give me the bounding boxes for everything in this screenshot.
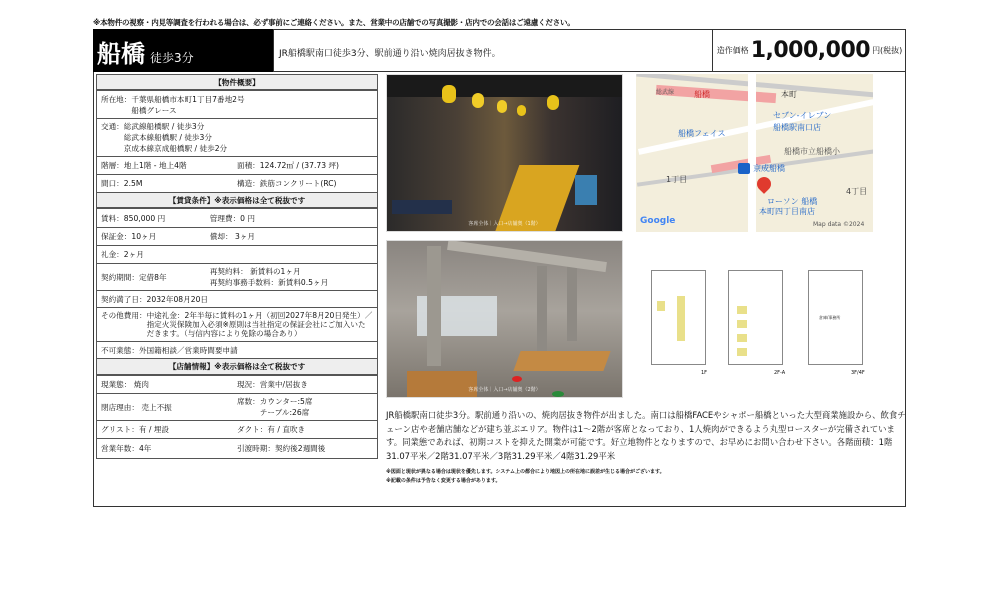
footnote: ※記載の条件は予告なく変更する場合があります。 [386, 477, 501, 484]
other-fees-row [97, 308, 377, 342]
expiry-row [97, 291, 377, 308]
photo-interior-1f [386, 74, 623, 232]
expiry-date: 契約満了日：2032年08月20日 [101, 294, 208, 304]
notice-text: ※本物件の視察・内見等調査を行われる場合は、必ず事前にご連絡ください。また、営業中の店舗での写真撮影・店内での会話はご遠慮ください。 [93, 18, 575, 27]
other-fees-label: その他費用： [101, 311, 147, 320]
prohibited-business: 不可業態：外国籍相談／営業時間要申請 [101, 345, 238, 355]
catch-copy: JR船橋駅南口徒歩3分、駅前通り沿い焼肉居抜き物件。 [273, 29, 713, 72]
grease-row [97, 421, 377, 439]
area-map[interactable] [636, 74, 873, 232]
price-box [713, 29, 906, 72]
duct: ダクト：有 / 直吹き [237, 425, 306, 434]
deposit: 保証金：10ヶ月 [101, 232, 157, 241]
business-row [97, 376, 377, 394]
photo-caption: 客席全体｜入口→店舗奥（1階） [468, 221, 541, 227]
photo-interior-2f [386, 240, 623, 398]
current-status: 現況：営業中/居抜き [237, 380, 308, 389]
floor-label: 1F [701, 370, 708, 376]
map-label: 京成船橋 [753, 164, 785, 173]
other-fees: 中途礼金：2年半毎に賃料の1ヶ月（初回2027年8月20日発生）／指定火災保険加入必須※原則は当社指定の保証会社にご加入いただきます。（与信内容により免除の場合あり） [146, 311, 373, 338]
address-line: 千葉県船橋市本町1丁目7番地2号 [131, 94, 245, 104]
room-label: 倉庫/事務所 [819, 315, 841, 320]
grease-trap: グリスト：有 / 埋設 [101, 425, 169, 434]
structure: 構造：鉄筋コンクリート(RC) [237, 179, 337, 188]
map-label: 本町 [781, 90, 797, 99]
counter-seats: カウンター:5席 [259, 397, 313, 406]
current-business: 現業態： 焼肉 [101, 380, 149, 389]
floor-plan-3f4f [808, 270, 863, 365]
renewal-admin-fee: 再契約事務手数料：新賃料0.5ヶ月 [209, 278, 329, 287]
description-block [386, 409, 906, 486]
floor-plan [636, 240, 873, 398]
price-value: 1,000,000 [750, 37, 871, 63]
closing-reason: 閉店理由： 売上不振 [101, 402, 172, 412]
map-label: 1丁目 [666, 175, 688, 184]
lease-term: 契約期間：定借8年 [101, 272, 167, 282]
floor-label: 3F/4F [851, 370, 865, 376]
map-label: 船橋市立船橋小 [784, 147, 840, 156]
reason-row [97, 394, 377, 421]
access-line: 総武本線船橋駅 / 徒歩3分 [123, 133, 212, 142]
floors: 階層：地上1階 - 地上4階 [101, 161, 187, 170]
frontage-row [97, 175, 377, 193]
floor-label: 2F-A [774, 370, 786, 376]
term-row [97, 264, 377, 291]
access-line: 京成本線京成船橋駅 / 徒歩2分 [123, 144, 228, 153]
building-name: 船橋グレース [131, 105, 177, 115]
store-header: 【店舗情報】※表示価格は全て税抜です [97, 359, 377, 376]
property-table [96, 74, 378, 459]
floor-plan-1f [651, 270, 706, 365]
map-credit: Map data ©2024 [813, 221, 865, 228]
floor-plan-2f [728, 270, 783, 365]
floors-row [97, 157, 377, 175]
overview-header: 【物件概要】 [97, 75, 377, 91]
map-label: 船橋駅南口店 [773, 123, 821, 132]
management-fee: 管理費：0 円 [209, 213, 256, 223]
train-station-icon [738, 163, 750, 174]
access-row [97, 119, 377, 157]
station-title [93, 29, 273, 72]
access-label: 交通： [101, 122, 124, 131]
station-name: 船橋 [97, 40, 145, 68]
area: 面積：124.72㎡ / (37.73 坪) [237, 161, 340, 170]
amortization: 償却： 3ヶ月 [209, 232, 256, 241]
deposit-row [97, 228, 377, 246]
price-unit: 円(税抜) [872, 45, 903, 55]
seats-label: 席数： [237, 397, 260, 406]
address-label: 所在地： [101, 94, 132, 104]
footnote: ※図面と現状が異なる場合は現状を優先します。システム上の都合により地図上の所在地に誤差が生じる場合がございます。 [386, 468, 665, 475]
renewal-fee: 再契約料： 新賃料の1ヶ月 [209, 267, 301, 276]
rent: 賃料：850,000 円 [101, 213, 166, 223]
map-label: ローソン 船橋 [767, 197, 818, 206]
map-label: セブン-イレブン [773, 111, 832, 120]
photo-caption: 客席全体｜入口→店舗奥（2階） [468, 387, 541, 393]
access-line: 総武線船橋駅 / 徒歩3分 [123, 122, 205, 131]
table-seats: テーブル:26席 [259, 408, 310, 417]
google-logo: Google [640, 216, 676, 226]
map-label: 4丁目 [846, 187, 868, 196]
key-money-row [97, 246, 377, 264]
map-label: 船橋フェイス [678, 129, 726, 138]
map-label: 本町四丁目南店 [759, 207, 815, 216]
rent-row [97, 209, 377, 228]
handover: 引渡時期：契約後2週間後 [237, 444, 326, 453]
walk-time: 徒歩3分 [150, 51, 194, 65]
frontage: 間口：2.5M [101, 179, 143, 188]
map-label: 総武線 [656, 89, 675, 96]
years-in-business: 営業年数：4年 [101, 444, 152, 453]
map-label: 船橋 [694, 90, 710, 99]
address-row [97, 91, 377, 119]
price-label: 造作価格 [716, 45, 749, 55]
key-money: 礼金：2ヶ月 [101, 250, 144, 259]
prohibited-row [97, 342, 377, 359]
lease-header: 【賃貸条件】※表示価格は全て税抜です [97, 193, 377, 209]
description-text: JR船橋駅南口徒歩3分。駅前通り沿いの、焼肉居抜き物件が出ました。南口は船橋FACEやシャポー船橋といった大型商業施設から、飲食チェーン店や老舗店舗などが建ち並ぶエリア。物件は1～2階が客席となっており、1人焼肉ができるよう丸型ロースターが完備されています。同業態であれば、初期コストを抑えた開業が可能です。好立地物件となりますので、お早めにお問い合わせ下さい。各階面積：1階31.07平米／2階31.07平米／3階31.29平米／4階31.29平米 [386, 410, 906, 462]
location-pin-icon [754, 174, 774, 194]
years-row [97, 439, 377, 458]
